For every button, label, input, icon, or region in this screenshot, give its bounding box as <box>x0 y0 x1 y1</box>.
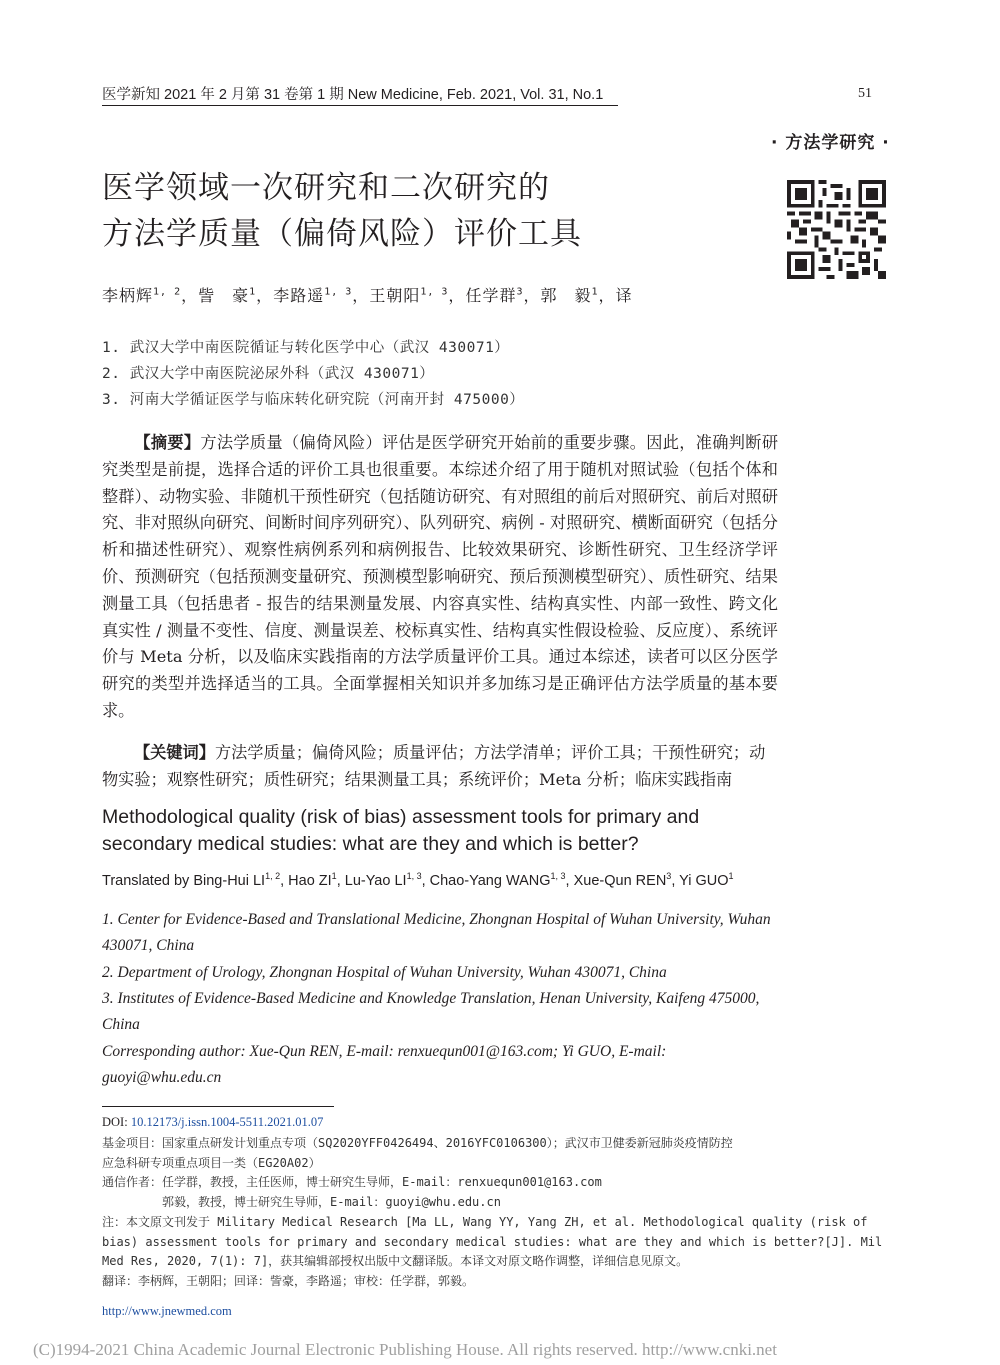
abstract-label: 【摘要】 <box>134 433 201 452</box>
title-line-1: 医学领域一次研究和二次研究的 <box>102 170 550 206</box>
author-cn: 郭 毅 <box>540 286 592 305</box>
authors-en: Translated by Bing-Hui LI$^{1, 2}$, Hao $ZI^1$, Lu-Yao LI$^{1, 3}$, Chao-Yang WANG$^{1, 3}$, Xue-Qun REN$^3$, Yi GUO$^1$ <box>102 871 734 889</box>
footnote-rule <box>102 1106 334 1107</box>
funding-note: 基金项目：国家重点研发计划重点专项（SQ2020YFF0426494、2016YFC0106300）；武汉市卫健委新冠肺炎疫情防控 应急科研专项重点项目一类（EG20A02） <box>102 1136 733 1170</box>
affiliation-cn-3: 3. 河南大学循证医学与临床转化研究院（河南开封 475000） <box>102 392 525 408</box>
affiliation-en-2: 2. Department of Urology, Zhongnan Hospital of Wuhan University, Wuhan 430071, China <box>102 964 667 981</box>
journal-header: 医学新知 2021 年 2 月第 31 卷第 1 期 New Medicine, Feb. 2021, Vol. 31, No.1 <box>102 87 604 103</box>
affiliation-en-3: 3. Institutes of Evidence-Based Medicine and Knowledge Translation, Henan University, Kaifeng 475000, China <box>102 990 760 1033</box>
author-en: Lu-Yao LI <box>344 872 407 889</box>
journal-url[interactable]: http://www.jnewmed.com <box>102 1304 232 1318</box>
contact-note: 通信作者：任学群，教授，主任医师，博士研究生导师，E-mail：renxuequn001@163.com 郭毅，教授，博士研究生导师，E-mail：guoyi@whu.edu.cn <box>102 1175 602 1209</box>
abstract <box>102 430 778 725</box>
abstract-text: 方法学质量（偏倚风险）评估是医学研究开始前的重要步骤。因此，准确判断研究类型是前提，选择合适的评价工具也很重要。本综述介绍了用于随机对照试验（包括个体和整群）、动物实验、非随机干预性研究（包括随访研究、有对照组的前后对照研究、前后对照研究、非对照纵向研究、间断时间序列研究）、队列研究、病例 - 对照研究、横断面研究（包括分析和描述性研究）、观察性病例系列和病例报告、比较效果研究、诊断性研究、卫生经济学评价、预测研究（包括预测变量研究、预测模型影响研究、预后预测模型研究）、质性研究、结果测量工具（包括患者 - 报告的结果测量发展、内容真实性、结构真实性、内部一致性、跨文化真实性 / 测量不变性、信度、测量误差、校标真实性、结构真实性假设检验、反应度）、系统评价与 Meta 分析，以及临床实践指南的方法学质量评价工具。通过本综述，读者可以区分医学研究的类型并选择适当的工具。全面掌握相关知识并多加练习是正确评估方法学质量的基本要求。 <box>102 433 779 720</box>
section-tag: · 方法学研究 · <box>771 133 890 153</box>
keywords <box>102 739 778 793</box>
title-line-2: 方法学质量（偏倚风险）评价工具 <box>102 216 582 252</box>
author-cn: 任学群 <box>465 286 517 305</box>
author-cn: 王朝阳 <box>369 286 421 305</box>
author-en: Bing-Hui LI <box>193 872 266 889</box>
copyright-footer: (C)1994-2021 China Academic Journal Electronic Publishing House. All rights reserved. http://www.cnki.net <box>33 1340 777 1359</box>
affiliation-cn-2: 2. 武汉大学中南医院泌尿外科（武汉 430071） <box>102 366 435 382</box>
author-en: Yi GUO <box>679 872 729 889</box>
author-cn: 李柄辉 <box>102 286 154 305</box>
author-cn: 李路遥 <box>273 286 325 305</box>
qr-code-icon <box>787 180 886 279</box>
author-en: Hao ZI <box>288 872 332 889</box>
keywords-label: 【关键词】 <box>134 743 215 762</box>
page-title <box>102 165 742 257</box>
author-en: Chao-Yang WANG <box>429 872 551 889</box>
source-note: 注：本文原文刊发于 Military Medical Research [Ma LL, Wang YY, Yang ZH, et al. Methodological quality (risk of bias) assessment tools for primary and secondary medical studies: what are they and which is better?[J]. Mil Med Res, 2020, 7(1): 7]，获其编辑部授权出版中文翻译版。本译文对原文略作调整，详细信息见原文。 翻译：李柄辉，王朝阳；回译：訾豪，李路遥；审校：任学群，郭毅。 <box>102 1215 883 1288</box>
translator-suffix: 译 <box>615 286 633 305</box>
author-cn: 訾 豪 <box>198 286 250 305</box>
authors-cn: 李柄辉$^{1, 2}$，訾 豪$^1$，李路遥$^{1, 3}$，王朝阳$^{1, 3}$，任学群$^3$，郭 毅$^1$，译 <box>102 286 633 305</box>
doi-link[interactable]: 10.12173/j.issn.1004-5511.2021.01.07 <box>130 1115 324 1129</box>
affiliation-en-1: 1. Center for Evidence-Based and Translational Medicine, Zhongnan Hospital of Wuhan University, Wuhan 430071, China <box>102 911 771 954</box>
keywords-text: 方法学质量；偏倚风险；质量评估；方法学清单；评价工具；干预性研究；动物实验；观察性研究；质性研究；结果测量工具；系统评价；Meta 分析；临床实践指南 <box>102 743 766 789</box>
author-en: Xue-Qun REN <box>573 872 667 889</box>
title-en: Methodological quality (risk of bias) assessment tools for primary and secondary medical studies: what are they and which is better? <box>102 806 700 855</box>
doi: DOI: 10.12173/j.issn.1004-5511.2021.01.07 <box>102 1115 324 1129</box>
corresponding-author: Corresponding author: Xue-Qun REN, E-mail: renxuequn001@163.com; Yi GUO, E-mail: guoyi@whu.edu.cn <box>102 1043 667 1086</box>
affiliation-cn-1: 1. 武汉大学中南医院循证与转化医学中心（武汉 430071） <box>102 340 510 356</box>
page-number: 51 <box>858 86 872 101</box>
